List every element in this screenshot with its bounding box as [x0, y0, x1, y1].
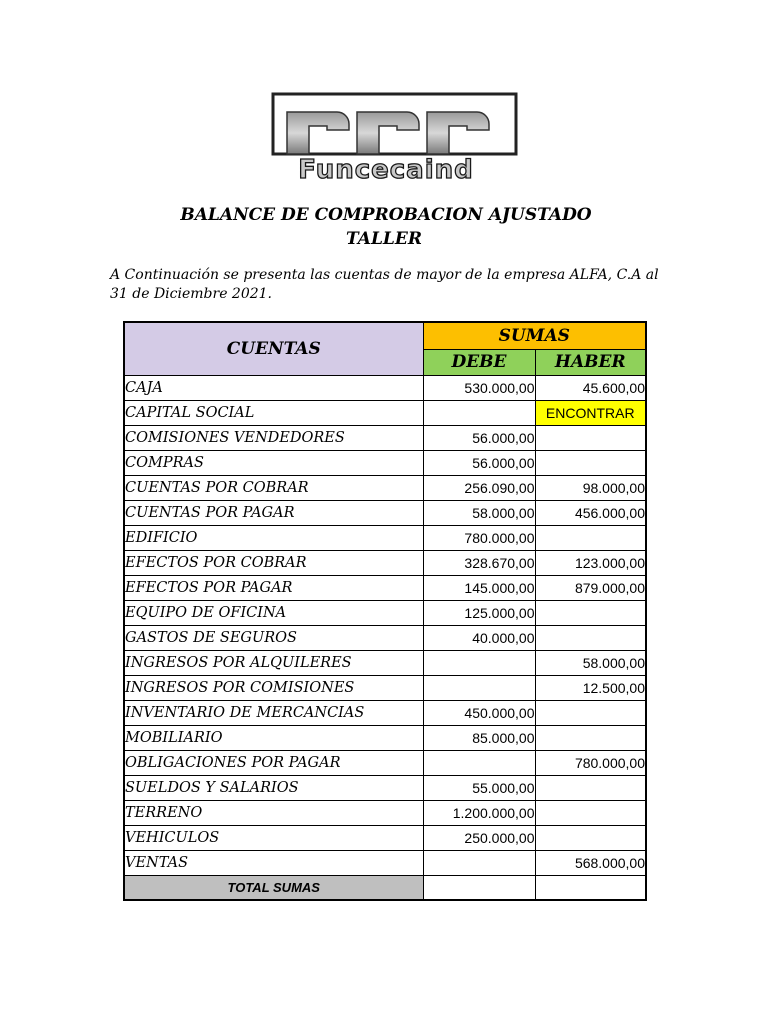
- table-row: [124, 401, 646, 426]
- account-name-cell: INVENTARIO DE MERCANCIAS: [124, 701, 423, 726]
- table-row: [124, 826, 646, 851]
- haber-cell: [535, 626, 646, 651]
- haber-cell: [535, 601, 646, 626]
- debe-cell: [423, 651, 535, 676]
- account-name-cell: EDIFICIO: [124, 526, 423, 551]
- debe-cell: [423, 401, 535, 426]
- table-row: [124, 651, 646, 676]
- debe-cell: 125.000,00: [423, 601, 535, 626]
- header-sumas: SUMAS: [423, 322, 646, 349]
- account-name-cell: EFECTOS POR COBRAR: [124, 551, 423, 576]
- table-row: [124, 601, 646, 626]
- account-name-cell: GASTOS DE SEGUROS: [124, 626, 423, 651]
- company-logo: [247, 92, 525, 184]
- haber-cell: [535, 826, 646, 851]
- debe-cell: 780.000,00: [423, 526, 535, 551]
- table-row: [124, 626, 646, 651]
- account-name-cell: EQUIPO DE OFICINA: [124, 601, 423, 626]
- table-row: [124, 476, 646, 501]
- account-name-cell: COMISIONES VENDEDORES: [124, 426, 423, 451]
- account-name-cell: CAPITAL SOCIAL: [124, 401, 423, 426]
- debe-cell: 85.000,00: [423, 726, 535, 751]
- intro-paragraph: A Continuación se presenta las cuentas de mayor de la empresa ALFA, C.A al 31 de Diciembre 2021.: [110, 267, 659, 302]
- haber-cell: 98.000,00: [535, 476, 646, 501]
- total-haber-cell: [535, 876, 646, 901]
- header-debe: DEBE: [423, 349, 535, 376]
- haber-cell: [535, 426, 646, 451]
- debe-cell: 40.000,00: [423, 626, 535, 651]
- table-row: [124, 676, 646, 701]
- total-debe-cell: [423, 876, 535, 901]
- header-haber: HABER: [535, 349, 646, 376]
- account-name-cell: CUENTAS POR COBRAR: [124, 476, 423, 501]
- haber-cell: 12.500,00: [535, 676, 646, 701]
- trial-balance-table: [123, 321, 647, 901]
- table-row: [124, 501, 646, 526]
- debe-cell: 256.090,00: [423, 476, 535, 501]
- table-row: [124, 751, 646, 776]
- table-body: [124, 376, 646, 876]
- total-sumas-label: TOTAL SUMAS: [124, 876, 423, 901]
- logo-text: Funcecaind: [298, 155, 474, 184]
- table-row: [124, 776, 646, 801]
- debe-cell: 56.000,00: [423, 426, 535, 451]
- debe-cell: 145.000,00: [423, 576, 535, 601]
- haber-cell: [535, 726, 646, 751]
- table-row: [124, 801, 646, 826]
- table-row: [124, 376, 646, 401]
- table-row: [124, 701, 646, 726]
- header-cuentas: CUENTAS: [124, 322, 423, 376]
- debe-cell: 328.670,00: [423, 551, 535, 576]
- debe-cell: [423, 676, 535, 701]
- haber-cell: 58.000,00: [535, 651, 646, 676]
- table-row: [124, 426, 646, 451]
- haber-cell: [535, 451, 646, 476]
- logo-graphic: [247, 92, 525, 184]
- debe-cell: 250.000,00: [423, 826, 535, 851]
- debe-cell: 1.200.000,00: [423, 801, 535, 826]
- account-name-cell: TERRENO: [124, 801, 423, 826]
- haber-cell: 123.000,00: [535, 551, 646, 576]
- haber-cell: [535, 801, 646, 826]
- table-row: [124, 526, 646, 551]
- account-name-cell: COMPRAS: [124, 451, 423, 476]
- table-row: [124, 576, 646, 601]
- debe-cell: 58.000,00: [423, 501, 535, 526]
- haber-cell: 456.000,00: [535, 501, 646, 526]
- table-row: [124, 726, 646, 751]
- document-title: BALANCE DE COMPROBACION AJUSTADO: [180, 205, 592, 225]
- account-name-cell: INGRESOS POR COMISIONES: [124, 676, 423, 701]
- account-name-cell: OBLIGACIONES POR PAGAR: [124, 751, 423, 776]
- haber-cell: 879.000,00: [535, 576, 646, 601]
- account-name-cell: VENTAS: [124, 851, 423, 876]
- account-name-cell: INGRESOS POR ALQUILERES: [124, 651, 423, 676]
- haber-cell: ENCONTRAR: [535, 401, 646, 426]
- debe-cell: 55.000,00: [423, 776, 535, 801]
- haber-cell: [535, 776, 646, 801]
- debe-cell: [423, 751, 535, 776]
- haber-cell: [535, 701, 646, 726]
- account-name-cell: VEHICULOS: [124, 826, 423, 851]
- haber-cell: 780.000,00: [535, 751, 646, 776]
- table-row: [124, 851, 646, 876]
- debe-cell: 530.000,00: [423, 376, 535, 401]
- account-name-cell: MOBILIARIO: [124, 726, 423, 751]
- debe-cell: 450.000,00: [423, 701, 535, 726]
- table-row: [124, 451, 646, 476]
- haber-cell: [535, 526, 646, 551]
- debe-cell: [423, 851, 535, 876]
- debe-cell: 56.000,00: [423, 451, 535, 476]
- account-name-cell: EFECTOS POR PAGAR: [124, 576, 423, 601]
- account-name-cell: CUENTAS POR PAGAR: [124, 501, 423, 526]
- haber-cell: 45.600,00: [535, 376, 646, 401]
- account-name-cell: SUELDOS Y SALARIOS: [124, 776, 423, 801]
- haber-cell: 568.000,00: [535, 851, 646, 876]
- account-name-cell: CAJA: [124, 376, 423, 401]
- document-subtitle: TALLER: [346, 229, 422, 249]
- table-row: [124, 551, 646, 576]
